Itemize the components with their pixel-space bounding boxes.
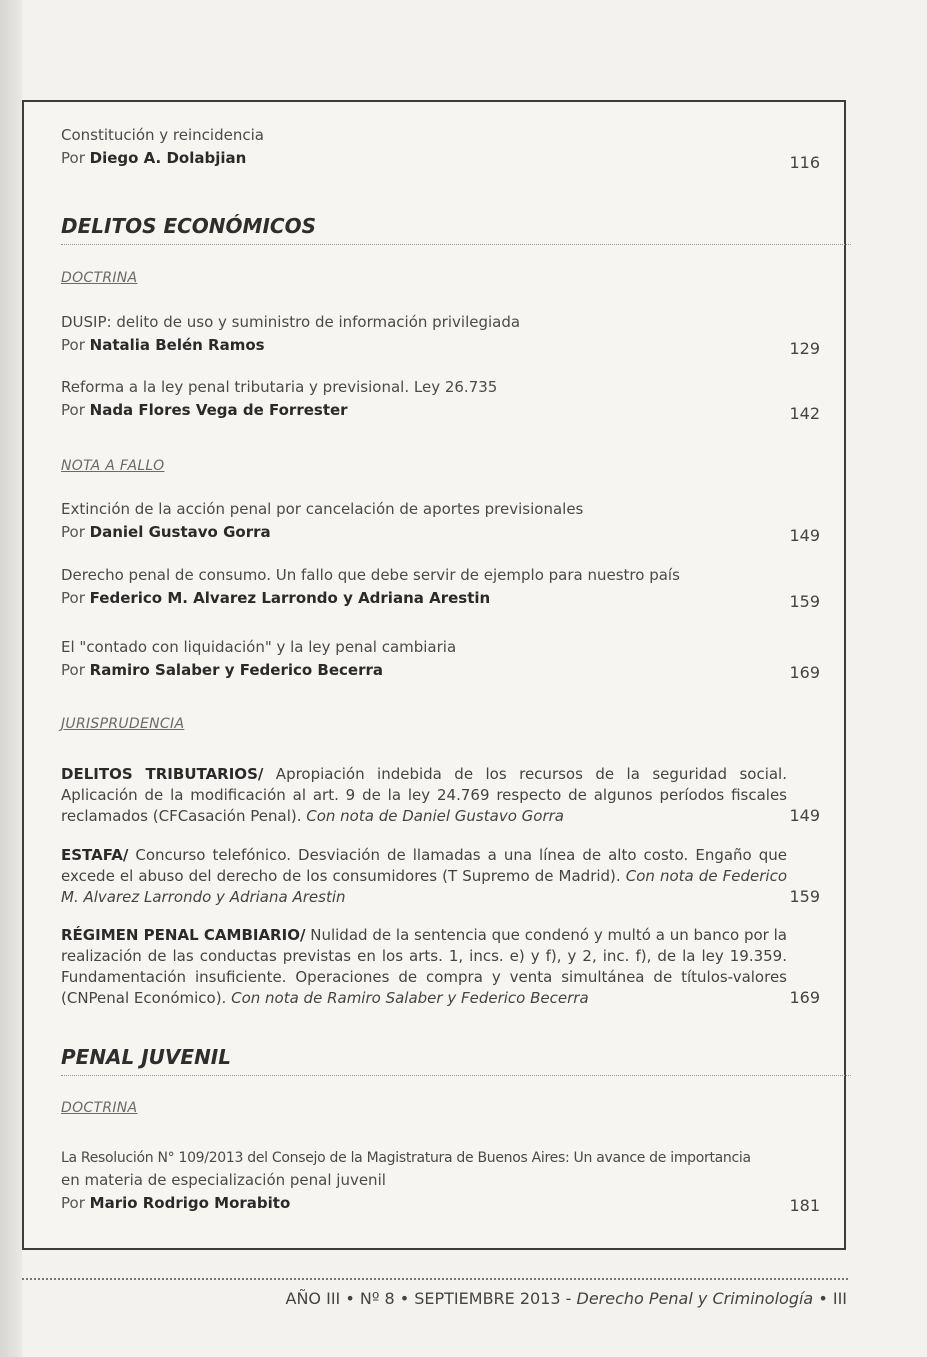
entry-title: DUSIP: delito de uso y suministro de información privilegiada [61,313,521,331]
toc-entry[interactable] [61,498,762,544]
entry-title: Derecho penal de consumo. Un fallo que debe servir de ejemplo para nuestro país [61,566,680,584]
entry-page: 181 [789,1196,820,1215]
page-gutter-shadow [0,0,22,1357]
entry-author-line [61,1191,762,1215]
section-heading-penal-juvenil: PENAL JUVENIL [61,1045,851,1076]
juris-text: Concurso telefónico. Desviación de llamadas a una línea de alto costo. Engaño que excede el abuso del derecho de los consumidores (T Supremo de Madrid). [61,846,787,885]
entry-page: 159 [789,592,820,611]
footer-issue: AÑO III • Nº 8 • SEPTIEMBRE 2013 - [285,1289,577,1308]
entry-page: 129 [789,339,820,358]
entry-author: Ramiro Salaber y Federico Becerra [89,661,383,679]
toc-entry[interactable] [61,1147,762,1215]
entry-author: Mario Rodrigo Morabito [89,1194,291,1212]
entry-author-line [61,146,762,170]
toc-entry[interactable] [61,636,762,682]
subsection-doctrina: DOCTRINA [61,1100,138,1116]
entry-por: Por [61,523,85,541]
entry-por: Por [61,336,85,354]
toc-entry[interactable] [61,376,762,422]
entry-author: Federico M. Alvarez Larrondo y Adriana Arestin [89,589,491,607]
jurisprudencia-entry[interactable] [61,764,787,827]
entry-author: Nada Flores Vega de Forrester [89,401,348,419]
footer-journal: Derecho Penal y Criminología [576,1289,814,1308]
juris-text: Apropiación indebida de los recursos de la seguridad social. Aplicación de la modificación al art. 9 de la ley 24.769 respecto de algunos períodos fiscales reclamados (CFCasación Penal). [61,765,787,825]
juris-page: 169 [789,988,820,1007]
juris-note: Con nota de Federico M. Alvarez Larrondo y Adriana Arestin [61,867,787,906]
footer-page: • III [813,1289,847,1308]
section-heading-delitos-economicos: DELITOS ECONÓMICOS [61,214,851,245]
entry-page: 116 [789,153,820,172]
juris-note: Con nota de Daniel Gustavo Gorra [306,807,564,825]
subsection-nota-a-fallo: NOTA A FALLO [61,458,165,474]
entry-por: Por [61,589,85,607]
entry-title: Reforma a la ley penal tributaria y previsional. Ley 26.735 [61,378,498,396]
entry-author-line [61,586,762,610]
entry-title: El "contado con liquidación" y la ley penal cambiaria [61,638,457,656]
entry-author-line [61,398,762,422]
toc-frame [22,100,846,1250]
juris-keyword: ESTAFA/ [61,846,129,864]
entry-por: Por [61,661,85,679]
entry-author: Diego A. Dolabjian [89,149,247,167]
entry-author: Natalia Belén Ramos [89,336,265,354]
page-footer [286,1289,848,1308]
entry-por: Por [61,401,85,419]
entry-author-line [61,333,762,357]
entry-page: 169 [789,663,820,682]
entry-author-line [61,520,762,544]
entry-por: Por [61,149,85,167]
entry-title: La Resolución N° 109/2013 del Consejo de la Magistratura de Buenos Aires: Un avance de importancia [61,1150,751,1166]
juris-keyword: DELITOS TRIBUTARIOS/ [61,765,264,783]
toc-entry[interactable] [61,564,762,610]
subsection-doctrina: DOCTRINA [61,270,138,286]
juris-note: Con nota de Ramiro Salaber y Federico Becerra [231,989,589,1007]
entry-author-line [61,658,762,682]
juris-text: Nulidad de la sentencia que condenó y multó a un banco por la realización de las conductas previstas en los arts. 1, incs. e) y f), y 2, inc. f), de la ley 19.359. Fundamentación insuficiente. Operaciones de compra y venta simultánea de títulos-valores (CNPenal Económico). [61,926,787,1007]
entry-title: Constitución y reincidencia [61,126,264,144]
entry-por: Por [61,1194,85,1212]
toc-entry[interactable] [61,311,762,357]
entry-title-continued: en materia de especialización penal juvenil [61,1171,386,1189]
jurisprudencia-entry[interactable] [61,845,787,908]
subsection-jurisprudencia: JURISPRUDENCIA [61,716,185,732]
juris-page: 159 [789,887,820,906]
jurisprudencia-entry[interactable] [61,925,787,1009]
juris-keyword: RÉGIMEN PENAL CAMBIARIO/ [61,926,306,944]
entry-title: Extinción de la acción penal por cancelación de aportes previsionales [61,500,584,518]
entry-page: 142 [789,404,820,423]
juris-page: 149 [789,806,820,825]
toc-entry[interactable] [61,124,762,170]
entry-author: Daniel Gustavo Gorra [89,523,271,541]
footer-divider [22,1278,848,1280]
entry-page: 149 [789,526,820,545]
